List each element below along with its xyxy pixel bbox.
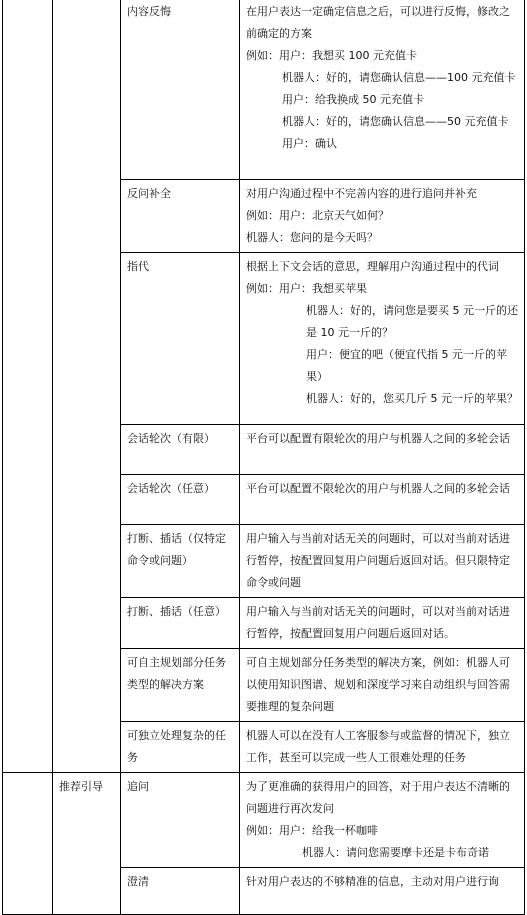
- feature-name: 可自主规划部分任务类型的解决方案: [121, 649, 240, 722]
- feature-description: 为了更准确的获得用户的回答，对于用户表达不清晰的问题进行再次发问 例如：用户：给我一杯咖啡 机器人：请问您需要摩卡还是卡布奇诺: [240, 773, 525, 868]
- feature-description: 对用户沟通过程中不完善内容的进行追问并补充 例如：用户：北京天气如何？ 机器人：您问的是今天吗？: [240, 180, 525, 253]
- feature-description: 用户输入与当前对话无关的问题时，可以对当前对话进行暂停，按配置回复用户问题后返回对话。但只限特定命令或问题: [240, 525, 525, 598]
- feature-name: 会话轮次（任意）: [121, 475, 240, 525]
- feature-name: 反问补全: [121, 180, 240, 253]
- level-cell: [3, 773, 53, 915]
- feature-name: 追问: [121, 773, 240, 868]
- feature-name: 内容反悔: [121, 0, 240, 180]
- table-row: [3, 0, 525, 180]
- feature-description: 根据上下文会话的意思，理解用户沟通过程中的代词 例如：用户：我想买苹果 机器人：好的，请问您是要买 5 元一斤的还是 10 元一斤的？ 用户：便宜的吧（便宜代指 5 元一斤的苹果） 机器人：好的，您买几斤 5 元一斤的苹果？: [240, 253, 525, 425]
- feature-description: 平台可以配置不限轮次的用户与机器人之间的多轮会话: [240, 475, 525, 525]
- feature-name: 打断、插话（任意）: [121, 598, 240, 649]
- feature-name: 指代: [121, 253, 240, 425]
- feature-name: 打断、插话（仅特定命令或问题）: [121, 525, 240, 598]
- category-cell: [53, 0, 121, 773]
- category-label: 推荐引导: [53, 773, 121, 915]
- feature-table: [2, 0, 525, 915]
- table-row: [3, 773, 525, 868]
- feature-name: 会话轮次（有限）: [121, 425, 240, 475]
- feature-name: 澄清: [121, 868, 240, 915]
- level-cell: [3, 0, 53, 773]
- feature-description: 针对用户表达的不够精准的信息，主动对用户进行询: [240, 868, 525, 915]
- feature-name: 可独立处理复杂的任务: [121, 722, 240, 773]
- feature-description: 机器人可以在没有人工客服参与或监督的情况下，独立工作，甚至可以完成一些人工很难处理的任务: [240, 722, 525, 773]
- feature-description: 在用户表达一定确定信息之后，可以进行反悔，修改之前确定的方案 例如：用户：我想买 100 元充值卡 机器人：好的，请您确认信息——100 元充值卡 用户：给我换成 50 元充值卡 机器人：好的，请您确认信息——50 元充值卡 用户：确认: [240, 0, 525, 180]
- feature-description: 用户输入与当前对话无关的问题时，可以对当前对话进行暂停，按配置回复用户问题后返回对话。: [240, 598, 525, 649]
- feature-description: 可自主规划部分任务类型的解决方案，例如：机器人可以使用知识图谱、规划和深度学习来自动组织与回答需要推理的复杂问题: [240, 649, 525, 722]
- feature-description: 平台可以配置有限轮次的用户与机器人之间的多轮会话: [240, 425, 525, 475]
